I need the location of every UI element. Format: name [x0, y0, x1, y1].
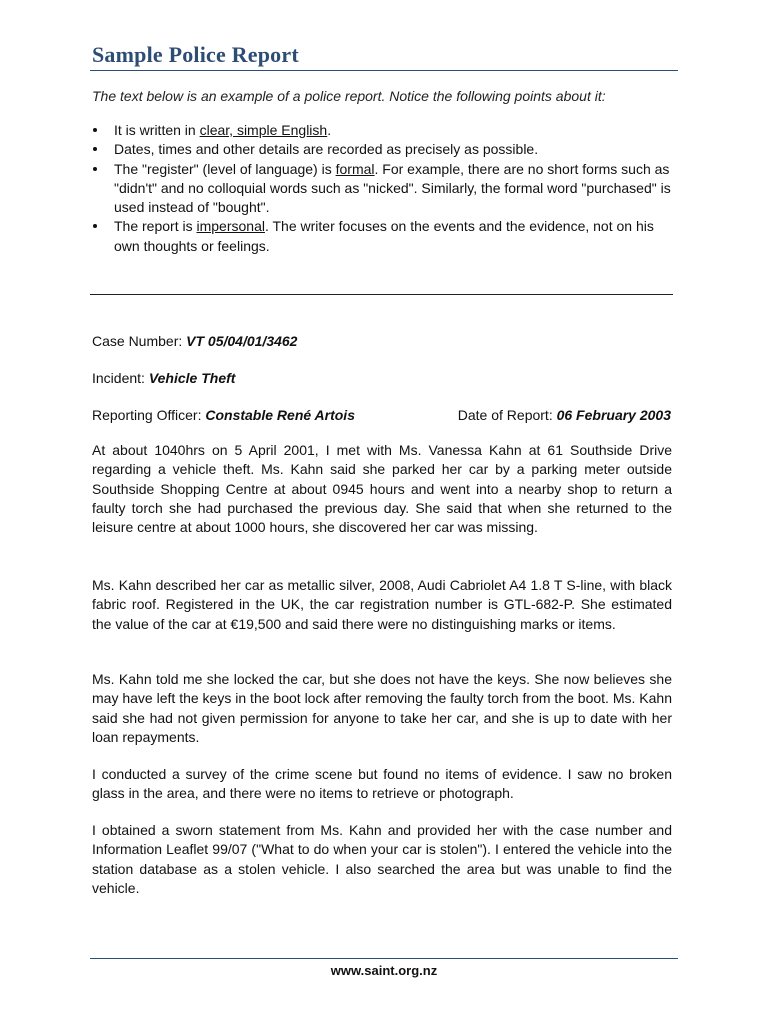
footer-divider — [90, 958, 678, 959]
incident-field: Incident: Vehicle Theft — [92, 370, 236, 386]
case-number-value: VT 05/04/01/3462 — [186, 333, 298, 349]
note-item-formal-register: The "register" (level of language) is formal. For example, there are no short forms such as "didn't" and no colloquial words such as "nicked". Similarly, the formal word "purchased" is used instead of "bought". — [92, 160, 672, 218]
incident-value: Vehicle Theft — [148, 370, 236, 386]
page-title: Sample Police Report — [92, 42, 299, 67]
reporting-officer-field: Reporting Officer: Constable René Artois — [92, 407, 355, 423]
case-number-field: Case Number: VT 05/04/01/3462 — [92, 333, 298, 349]
intro-text: The text below is an example of a police report. Notice the following points about it: — [92, 88, 606, 104]
report-paragraph-1: At about 1040hrs on 5 April 2001, I met with Ms. Vanessa Kahn at 61 Southside Drive regarding a vehicle theft. Ms. Kahn said she parked her car by a parking meter outside Southside Shopping Centre at about 0945 hours and went into a nearby shop to return a faulty torch she had purchased the previous day. She said that when she returned to the leisure centre at about 1000 hours, she discovered her car was missing. — [92, 442, 672, 536]
report-paragraph-3: Ms. Kahn told me she locked the car, but she does not have the keys. She now believes she may have left the keys in the boot lock after removing the faulty torch from the boot. Ms. Kahn said she had not given permission for anyone to take her car, and she is up to date with her loan repayments. — [92, 671, 672, 745]
report-paragraph-4: I conducted a survey of the crime scene but found no items of evidence. I saw no broken glass in the area, and there were no items to retrieve or photograph. — [92, 766, 672, 802]
title-divider — [90, 70, 678, 71]
report-date-value: 06 February 2003 — [556, 407, 671, 423]
report-paragraph-5: I obtained a sworn statement from Ms. Kahn and provided her with the case number and Information Leaflet 99/07 ("What to do when your car is stolen"). I entered the vehicle into the station database as a stolen vehicle. I also searched the area but was unable to find the vehicle. — [92, 822, 672, 896]
report-date-field: Date of Report: 06 February 2003 — [457, 407, 671, 423]
note-item-precise-details: Dates, times and other details are recorded as precisely as possible. — [92, 140, 672, 159]
note-item-impersonal: The report is impersonal. The writer focuses on the events and the evidence, not on his own thoughts or feelings. — [92, 217, 672, 256]
section-divider — [90, 294, 673, 295]
reporting-officer-value: Constable René Artois — [205, 407, 355, 423]
note-item-clear-english: It is written in clear, simple English. — [92, 121, 672, 140]
notes-list — [92, 121, 672, 256]
report-paragraph-2: Ms. Kahn described her car as metallic silver, 2008, Audi Cabriolet A4 1.8 T S-line, with black fabric roof. Registered in the UK, the car registration number is GTL-682-P. She estimated the value of the car at €19,500 and said there were no distinguishing marks or items. — [92, 577, 672, 632]
footer-url: www.saint.org.nz — [330, 963, 438, 978]
